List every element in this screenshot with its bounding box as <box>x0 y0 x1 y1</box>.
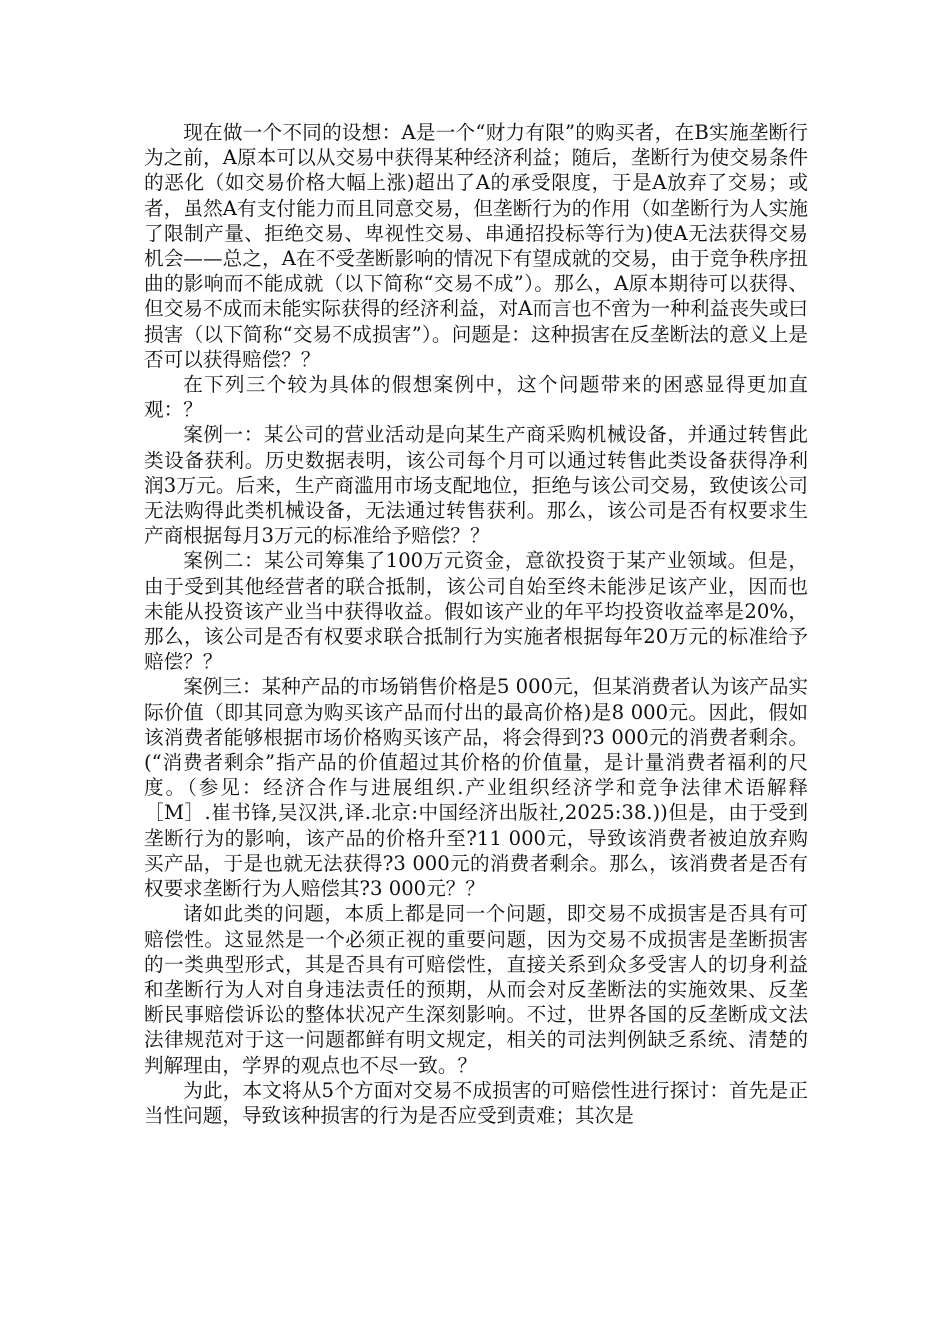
paragraph-outline: 为此，本文将从5个方面对交易不成损害的可赔偿性进行探讨：首先是正当性问题，导致该种损害的行为是否应受到责难；其次是 <box>144 1078 808 1127</box>
paragraph-intro-cases: 在下列三个较为具体的假想案例中，这个问题带来的困惑显得更加直观：？ <box>144 373 808 422</box>
paragraph-case-three: 案例三：某种产品的市场销售价格是5 000元，但某消费者认为该产品实际价值（即其同意为购买该产品而付出的最高价格)是8 000元。因此，假如该消费者能够根据市场价格购买该产品，将会得到?3 000元的消费者剩余。(“消费者剩余”指产品的价值超过其价格的价值量，是计量消费者福利的尺度。（参见：经济合作与进展组织.产业组织经济学和竞争法律术语解释［M］.崔书锋,吴汉洪,译.北京:中国经济出版社,2025:38.))但是，由于受到垄断行为的影响，该产品的价格升至?11 000元，导致该消费者被迫放弃购买产品，于是也就无法获得?3 000元的消费者剩余。那么，该消费者是否有权要求垄断行为人赔偿其?3 000元？？ <box>144 675 808 901</box>
paragraph-case-one: 案例一：某公司的营业活动是向某生产商采购机械设备，并通过转售此类设备获利。历史数据表明，该公司每个月可以通过转售此类设备获得净利润3万元。后来，生产商滥用市场支配地位，拒绝与该公司交易，致使该公司无法购得此类机械设备，无法通过转售获利。那么，该公司是否有权要求生产商根据每月3万元的标准给予赔偿？？ <box>144 423 808 548</box>
paragraph-problem-statement: 诸如此类的问题，本质上都是同一个问题，即交易不成损害是否具有可赔偿性。这显然是一个必须正视的重要问题，因为交易不成损害是垄断损害的一类典型形式，其是否具有可赔偿性，直接关系到众多受害人的切身利益和垄断行为人对自身违法责任的预期，从而会对反垄断法的实施效果、反垄断民事赔偿诉讼的整体状况产生深刻影响。不过，世界各国的反垄断成文法法律规范对于这一问题都鲜有明文规定，相关的司法判例缺乏系统、清楚的判解理由，学界的观点也不尽一致。？ <box>144 902 808 1077</box>
paragraph-hypothesis: 现在做一个不同的设想：A是一个“财力有限”的购买者，在B实施垄断行为之前，A原本可以从交易中获得某种经济利益；随后，垄断行为使交易条件的恶化（如交易价格大幅上涨)超出了A的承受限度，于是A放弃了交易；或者，虽然A有支付能力而且同意交易，但垄断行为的作用（如垄断行为人实施了限制产量、拒绝交易、卑视性交易、串通招投标等行为)使A无法获得交易机会——总之，A在不受垄断影响的情况下有望成就的交易，由于竞争秩序扭曲的影响而不能成就（以下简称“交易不成”）。那么，A原本期待可以获得、但交易不成而未能实际获得的经济利益，对A而言也不啻为一种利益丧失或曰损害（以下简称“交易不成损害”）。问题是：这种损害在反垄断法的意义上是否可以获得赔偿？？ <box>144 121 808 371</box>
document-body <box>144 120 808 1128</box>
paragraph-case-two: 案例二：某公司筹集了100万元资金，意欲投资于某产业领域。但是，由于受到其他经营者的联合抵制，该公司自始至终未能涉足该产业，因而也未能从投资该产业当中获得收益。假如该产业的年平均投资收益率是20%，那么，该公司是否有权要求联合抵制行为实施者根据每年20万元的标准给予赔偿？？ <box>144 549 808 674</box>
